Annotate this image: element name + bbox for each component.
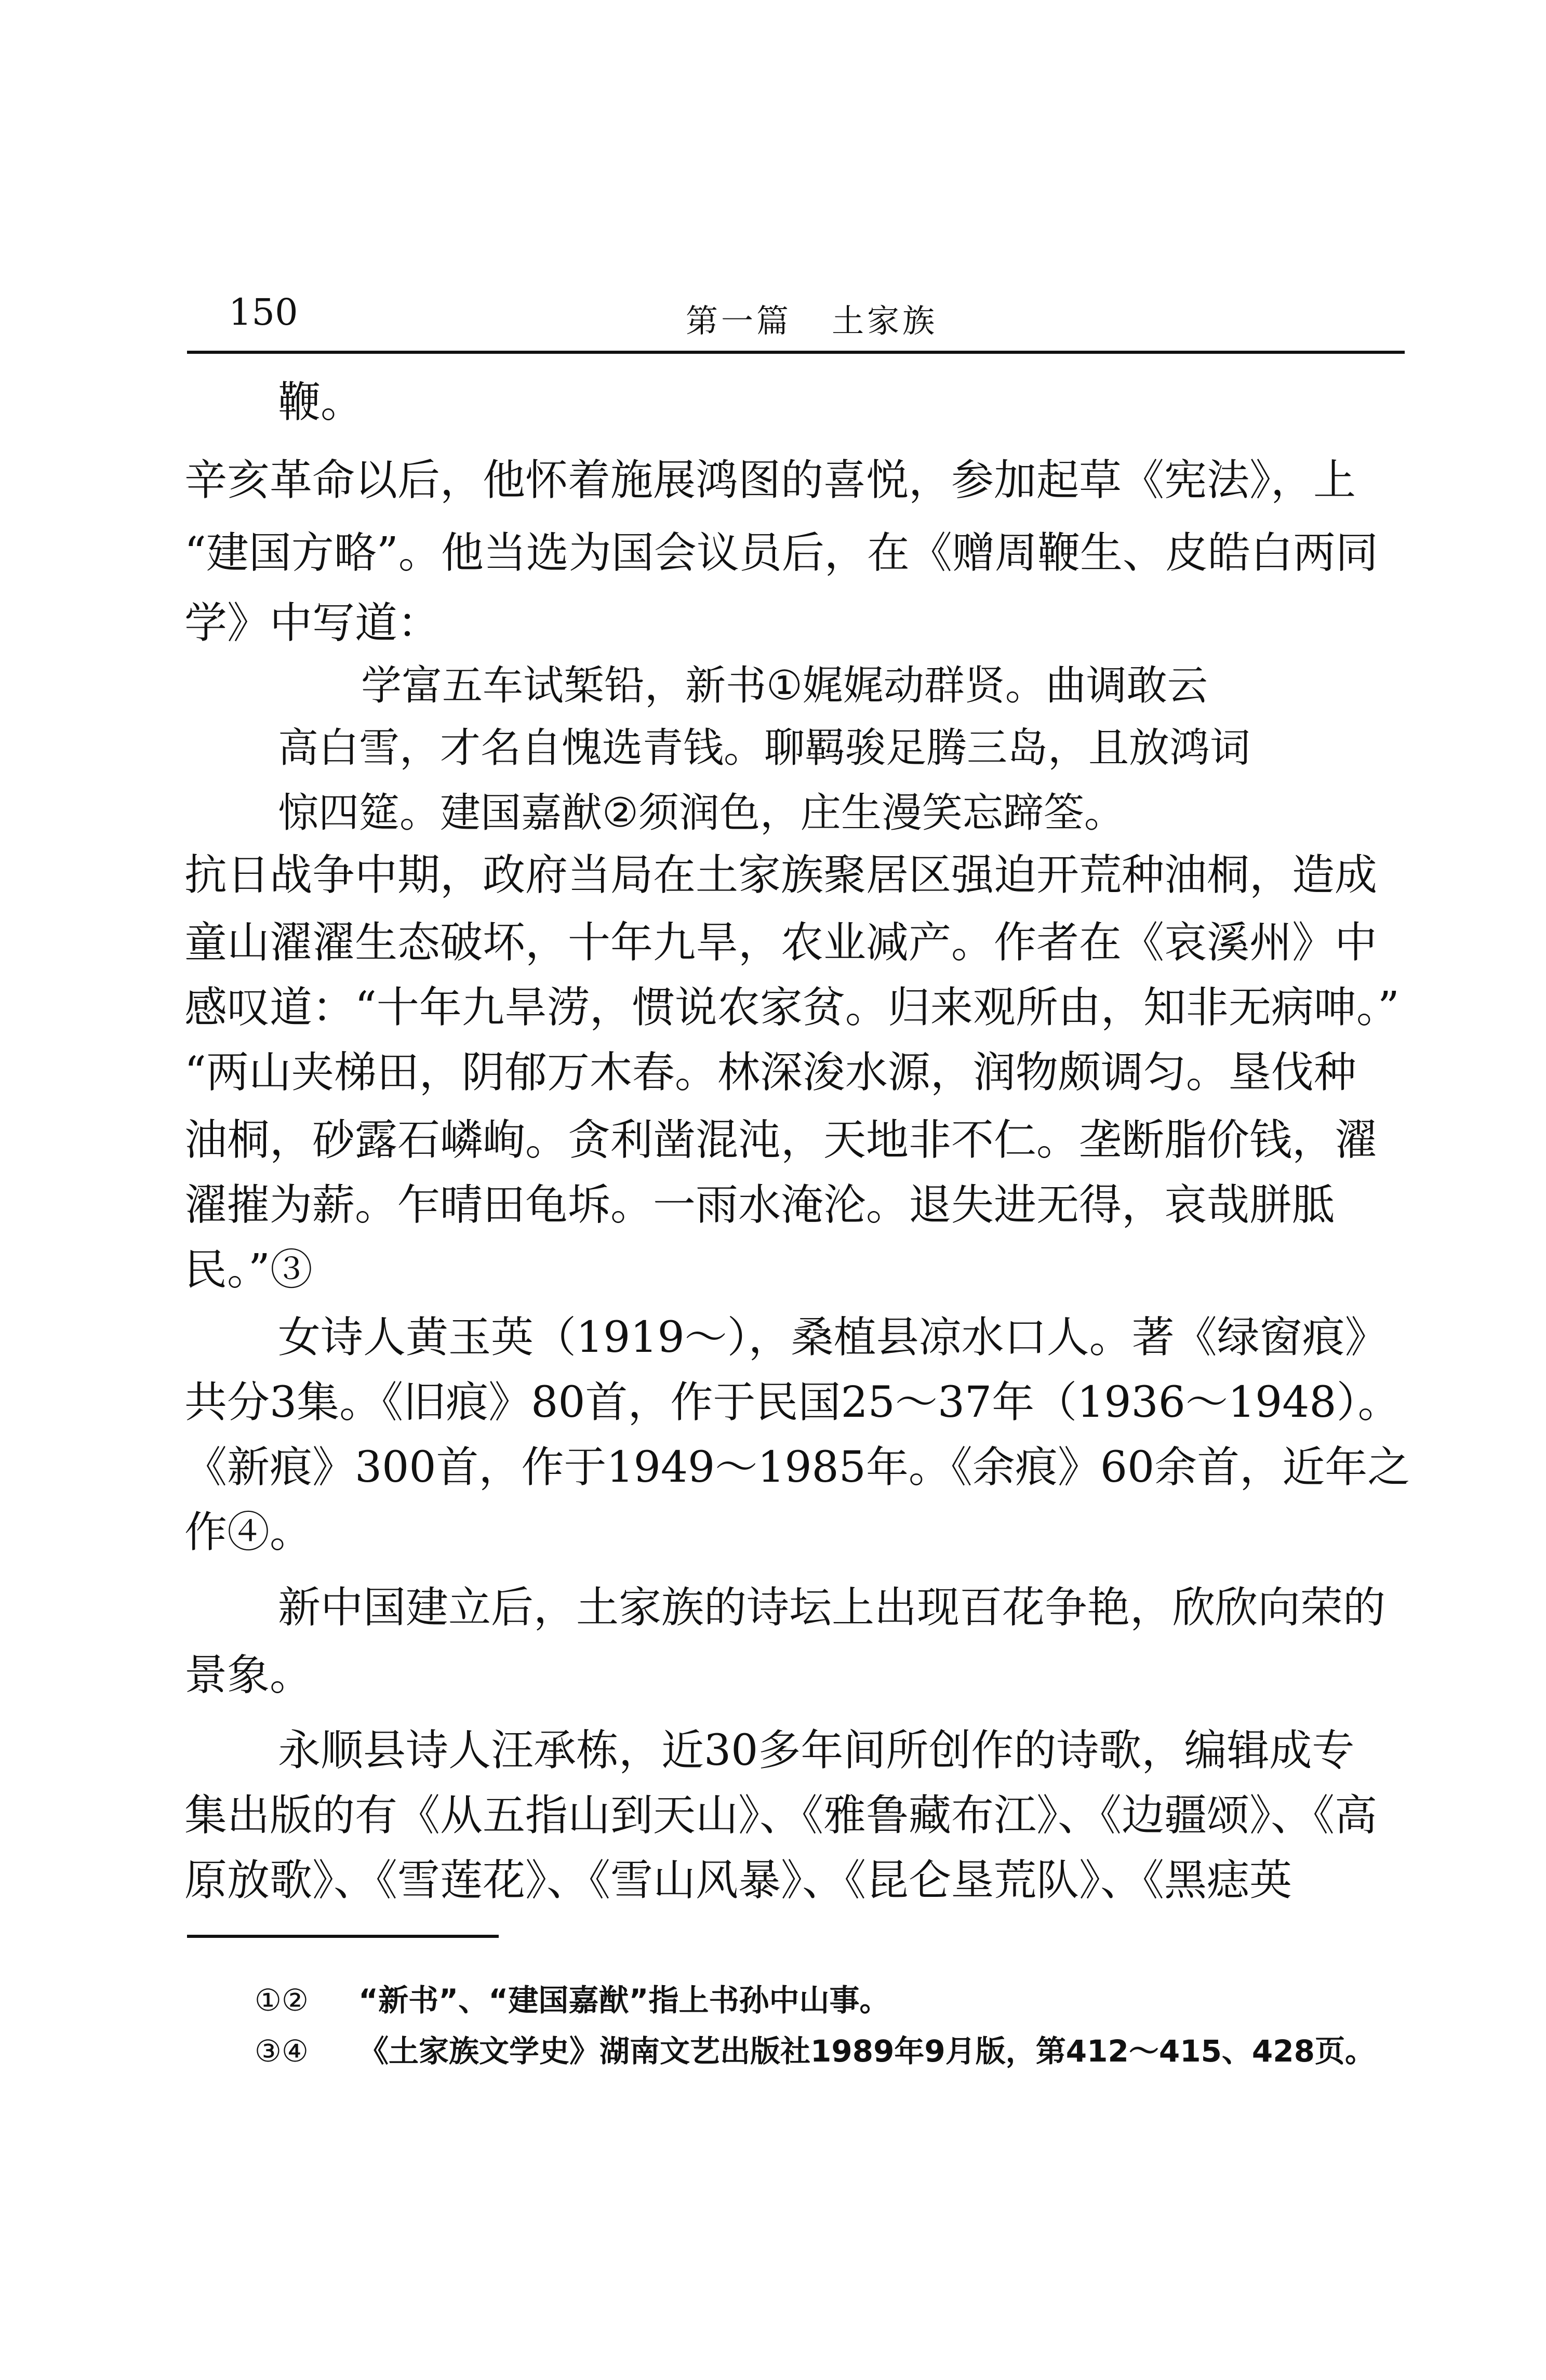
text-line: “两山夹梯田，阴郁万木春。林深浚水源，润物颇调匀。垦伐种 (184, 1048, 1356, 1097)
text-line: 共分3集。《旧痕》80首，作于民国25～37年（1936～1948）。 (184, 1378, 1401, 1427)
text-line: 抗日战争中期，政府当局在土家族聚居区强迫开荒种油桐，造成 (184, 850, 1378, 900)
running-head: 第一篇 土家族 (686, 302, 938, 340)
page-number: 150 (229, 291, 298, 334)
text-line: 女诗人黄玉英（1919～），桑植县凉水口人。著《绿窗痕》 (278, 1313, 1388, 1362)
text-line: 学》中写道： (184, 599, 441, 648)
verse-line: 惊四筵。建国嘉猷②须润色，庄生漫笑忘蹄筌。 (278, 790, 1125, 836)
text-line: 民。”③ (184, 1245, 313, 1295)
text-line: 辛亥革命以后，他怀着施展鸿图的喜悦，参加起草《宪法》，上 (184, 456, 1356, 505)
footnote-text: “新书”、“建国嘉猷”指上书孙中山事。 (358, 1983, 890, 2018)
text-line: 景象。 (184, 1651, 313, 1700)
footnote-mark: ③④ (255, 2033, 309, 2069)
footnote-rule (187, 1935, 499, 1938)
verse-line: 高白雪，才名自愧选青钱。聊羁骏足腾三岛，且放鸿词 (278, 725, 1251, 772)
text-line: 作④。 (184, 1508, 313, 1557)
text-line: 集出版的有《从五指山到天山》、《雅鲁藏布江》、《边疆颂》、《高 (184, 1791, 1378, 1840)
verse-line: 学富五车试椠铅，新书①娓娓动群贤。曲调敢云 (361, 662, 1208, 709)
footnote (255, 1979, 889, 2021)
text-line: 童山濯濯生态破坏，十年九旱，农业减产。作者在《哀溪州》中 (184, 918, 1378, 967)
footnote-text: 《土家族文学史》湖南文艺出版社1989年9月版，第412～415、428页。 (358, 2033, 1375, 2069)
text-line: 油桐，砂露石嶙峋。贪利凿混沌，天地非不仁。垄断脂价钱，濯 (184, 1115, 1378, 1165)
text-line: 濯摧为薪。乍晴田龟坼。一雨水淹沦。退失进无得，哀哉胼胝 (184, 1180, 1335, 1230)
header-rule (187, 351, 1405, 354)
text-line: 永顺县诗人汪承栋，近30多年间所创作的诗歌，编辑成专 (278, 1726, 1355, 1775)
text-line: 原放歌》、《雪莲花》、《雪山风暴》、《昆仑垦荒队》、《黑痣英 (184, 1856, 1292, 1905)
text-line: 感叹道：“十年九旱涝，惯说农家贫。归来观所由，知非无病呻。” (184, 983, 1400, 1032)
footnote (255, 2030, 1375, 2072)
text-line: 《新痕》300首，作于1949～1985年。《余痕》60余首，近年之 (184, 1443, 1410, 1492)
page-header (187, 281, 1405, 353)
text-line: 新中国建立后，土家族的诗坛上出现百花争艳，欣欣向荣的 (278, 1583, 1386, 1632)
footnote-mark: ①② (255, 1983, 309, 2018)
text-line: 鞭。 (278, 378, 364, 427)
text-line: “建国方略”。他当选为国会议员后，在《赠周鞭生、皮皓白两同 (184, 528, 1378, 578)
